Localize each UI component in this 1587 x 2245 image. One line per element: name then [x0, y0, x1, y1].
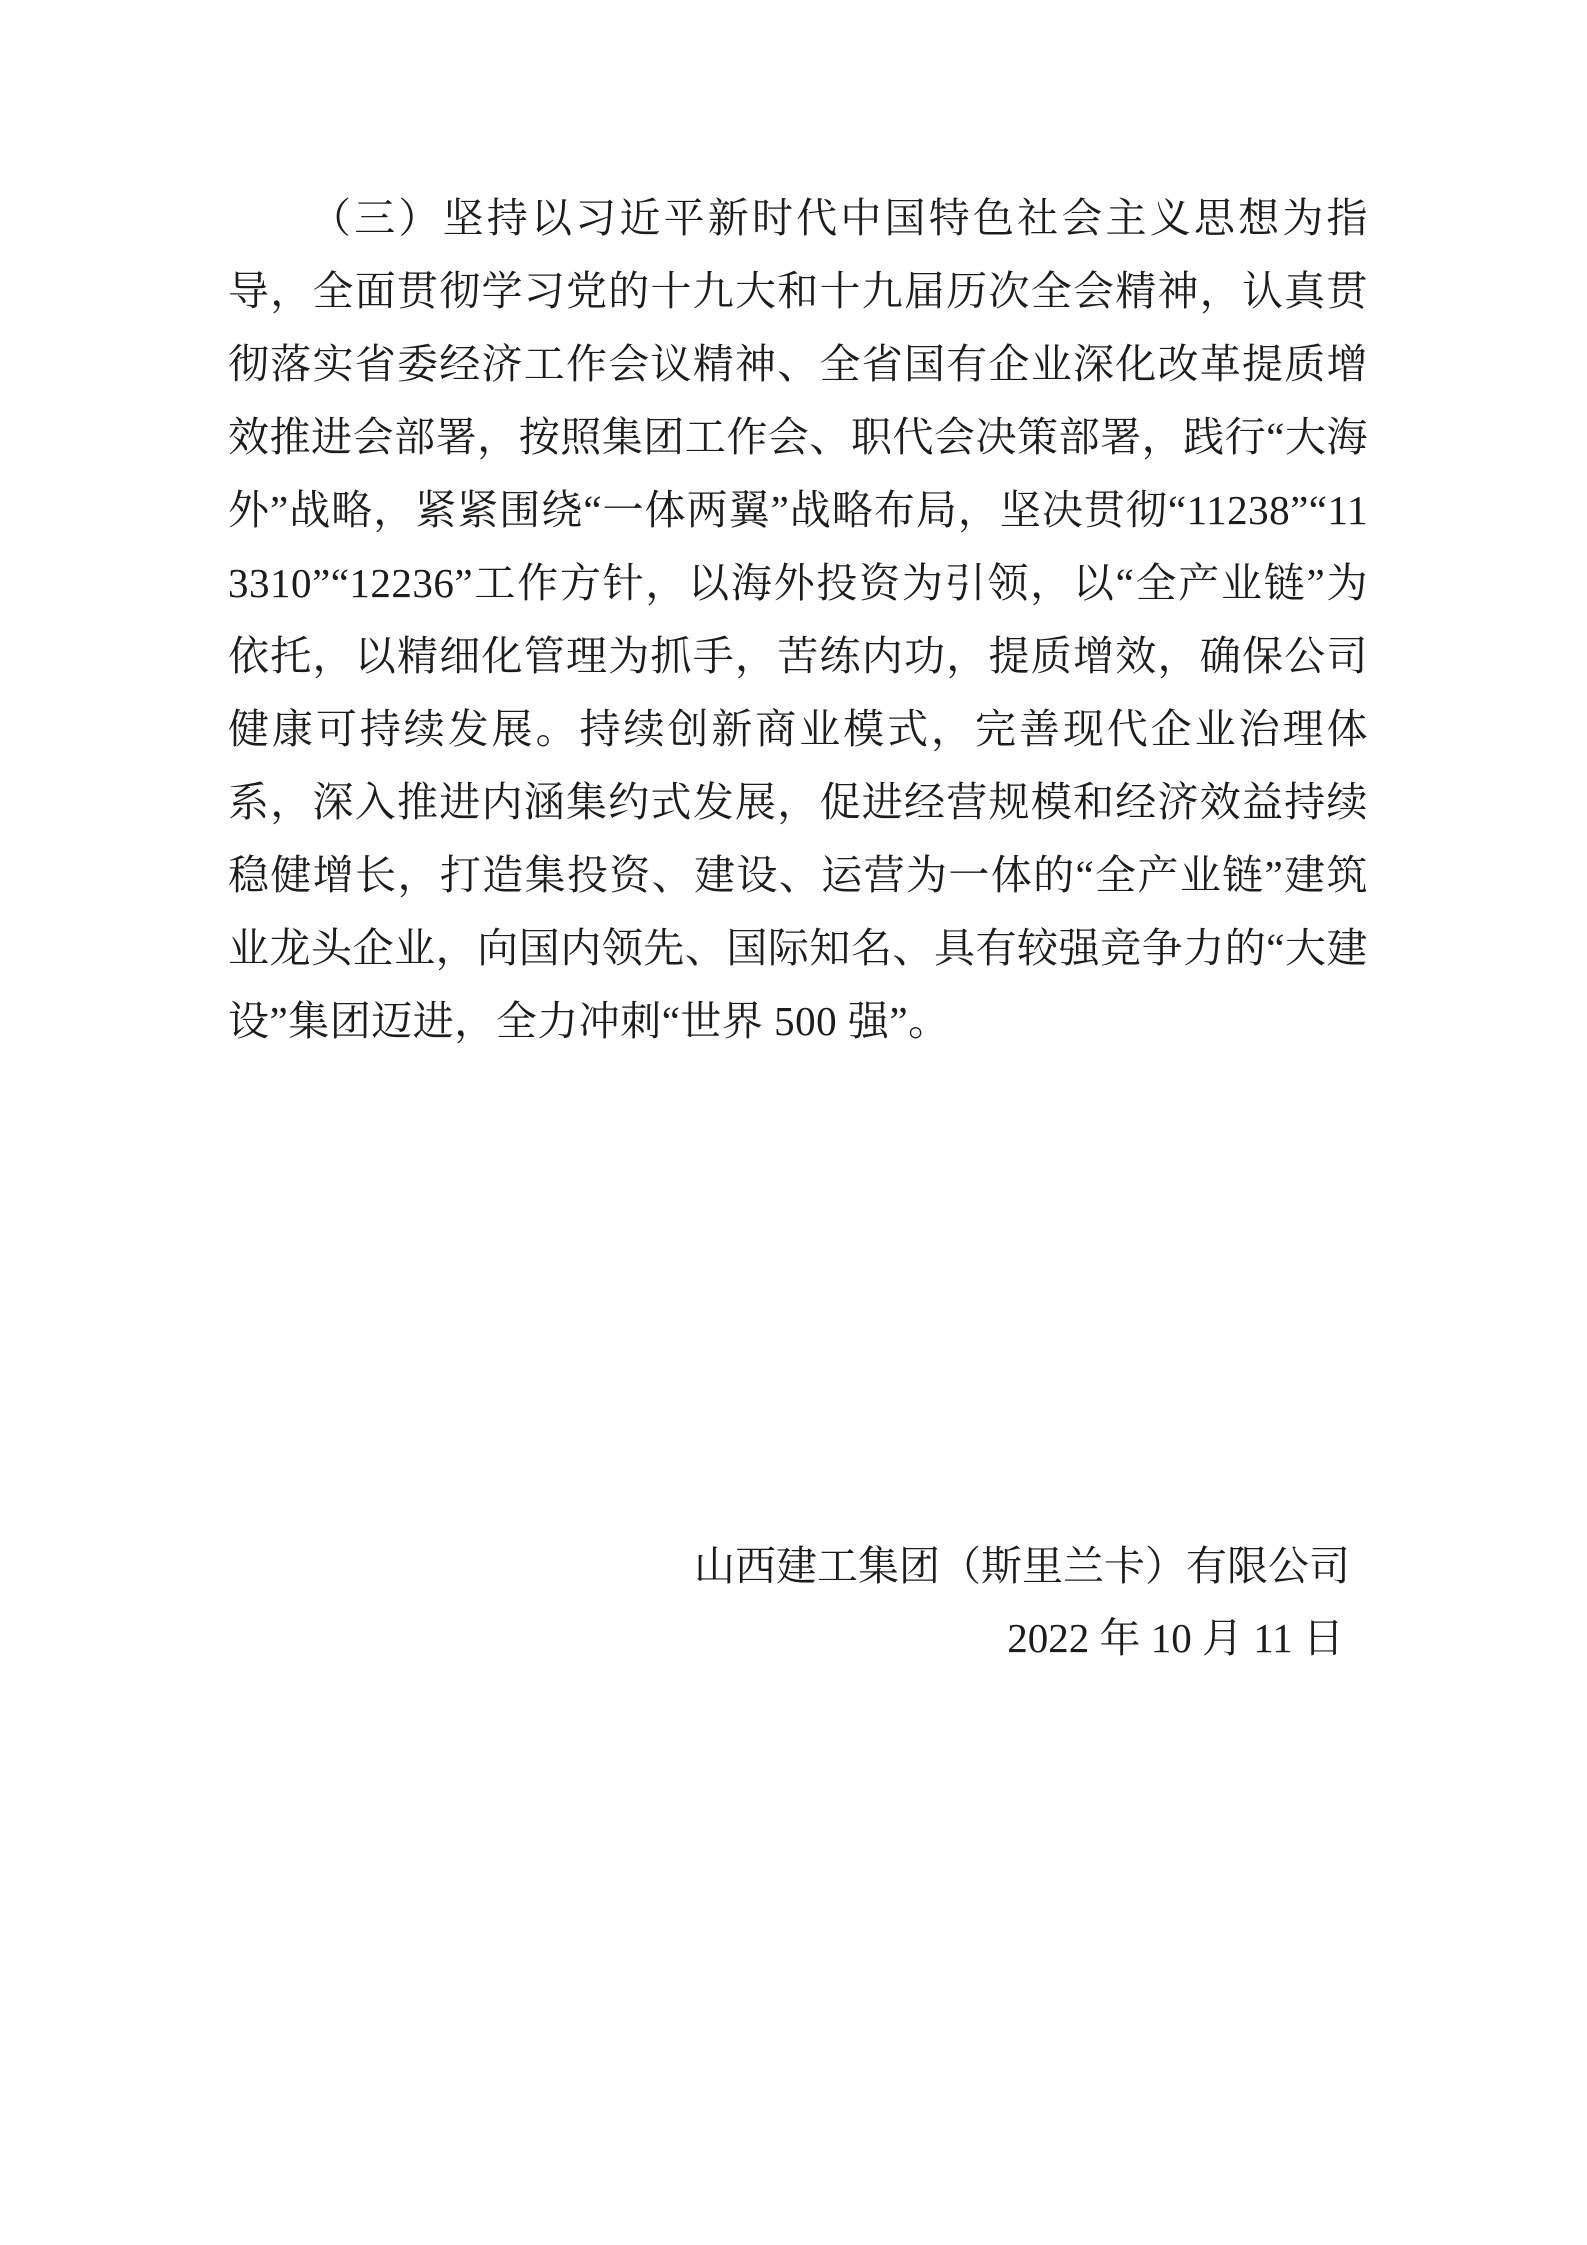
signature-organization: 山西建工集团（斯里兰卡）有限公司 [694, 1543, 1350, 1589]
document-body [228, 182, 1368, 1058]
signature-date: 2022 年 10 月 11 日 [1007, 1615, 1344, 1661]
paragraph-three: （三）坚持以习近平新时代中国特色社会主义思想为指导，全面贯彻学习党的十九大和十九届历次全会精神，认真贯彻落实省委经济工作会议精神、全省国有企业深化改革提质增效推进会部署，按照集团工作会、职代会决策部署，践行“大海外”战略，紧紧围绕“一体两翼”战略布局，坚决贯彻“11238”“113310”“12236”工作方针，以海外投资为引领，以“全产业链”为依托，以精细化管理为抓手，苦练内功，提质增效，确保公司健康可持续发展。持续创新商业模式，完善现代企业治理体系，深入推进内涵集约式发展，促进经营规模和经济效益持续稳健增长，打造集投资、建设、运营为一体的“全产业链”建筑业龙头企业，向国内领先、国际知名、具有较强竞争力的“大建设”集团迈进，全力冲刺“世界 500 强”。 [228, 195, 1368, 1044]
signature-block [228, 1530, 1368, 1674]
